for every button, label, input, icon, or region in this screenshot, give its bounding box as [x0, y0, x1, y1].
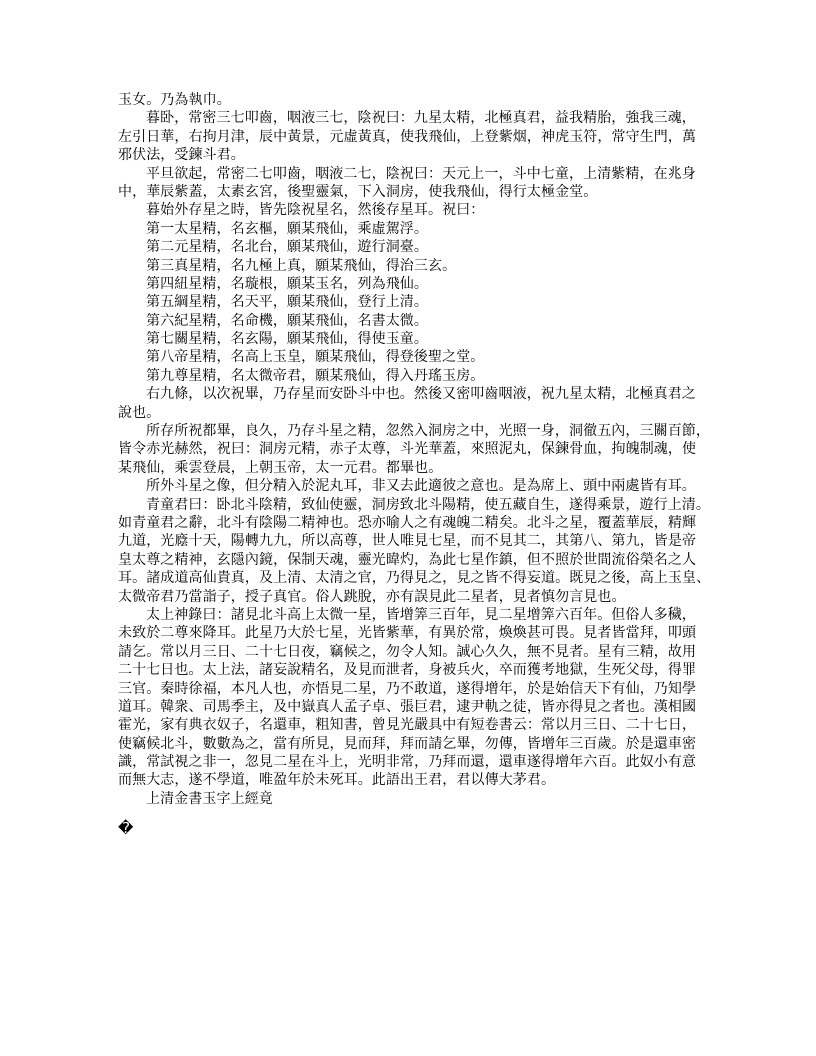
text-line: 未致於二尊來降耳。此星乃大於七星，光皆紫華，有異於常，煥煥甚可畏。見者皆當拜，叩頭: [118, 626, 697, 642]
text-line: 使竊候北斗，數數為之，當有所見，見而拜，拜而請乞畢，勿傳，皆增年三百歲。於是還車密: [118, 736, 697, 752]
text-line: 第三真星精，名九極上真，願某飛仙，得治三玄。: [146, 258, 457, 274]
text-line: 暮始外存星之時，皆先陰祝星名，然後存星耳。祝曰：: [146, 203, 485, 219]
text-line: 左引日華，右拘月津，辰中黃景，元虛黃真，使我飛仙，上登紫烟，神虎玉符，常守生門，萬: [118, 129, 697, 145]
text-line: 所存所祝都畢，良久，乃存斗星之精，忽然入洞房之中，光照一身，洞徹五內，三關百節，: [146, 424, 710, 440]
text-line: 所外斗星之像，但分精入於泥丸耳，非又去此適彼之意也。是為席上、頭中兩處皆有耳。: [146, 479, 696, 495]
text-line: 第八帝星精，名高上玉皇，願某飛仙，得登後聖之堂。: [146, 350, 485, 366]
text-line: 九道，光廕十天，陽轉九九，所以高尊，世人唯見七星，而不見其二，其第八、第九，皆是帝: [118, 534, 697, 550]
text-line: 太上神錄曰：諸見北斗高上太微一星，皆增筭三百年，見二星增筭六百年。但俗人多穢，: [146, 607, 696, 623]
text-line: 玉女。乃為執巾。: [118, 93, 231, 108]
text-line: 二十七日也。太上法，諸妄說精名，及見而泄者，身被兵火，卒而獲考地獄，生死父母，得罪: [118, 663, 697, 679]
replacement-character-glyph: �: [118, 819, 134, 837]
text-line: 中，華辰紫蓋，太素玄宮，後聖靈氣，下入洞房，使我飛仙，得行太極金堂。: [118, 184, 598, 200]
text-line: 皇太尊之精神，玄隱內鏡，保制天魂，靈光暐灼，為此七星作鎮，但不照於世間流俗榮名之人: [118, 552, 697, 568]
text-line: 說也。: [118, 405, 161, 421]
text-line: 第四紐星精，名璇根，願某玉名，列為飛仙。: [146, 276, 428, 292]
text-line: 第五綱星精，名天平，願某飛仙，登行上清。: [146, 295, 428, 311]
text-line: 暮卧，常密三七叩齒，咽液三七，陰祝曰：九星太精，北極真君，益我精胎，強我三魂，: [146, 111, 696, 127]
text-line: 青童君曰：卧北斗陰精，致仙使靈，洞房致北斗陽精，使五藏自生，遂得乘景，遊行上清。: [146, 497, 710, 513]
text-line: 而無大志，遂不學道，唯盈年於未死耳。此語出王君，君以傳大茅君。: [118, 773, 556, 789]
text-line: 霍光，家有典衣奴子，名還車，粗知書，曾見光嚴具中有短卷書云：常以月三日、二十七日，: [118, 718, 697, 734]
text-line: 上清金書玉字上經竟: [146, 791, 273, 807]
text-line: 第一太星精，名玄樞，願某飛仙，乘虛駕浮。: [146, 221, 428, 237]
text-line: 如青童君之辭，北斗有陰陽二精神也。恐亦喻人之有魂魄二精矣。北斗之星，覆蓋華辰，精輝: [118, 515, 697, 531]
text-line: 平旦欲起，常密二七叩齒，咽液二七，陰祝曰：天元上一，斗中七童，上清紫精，在兆身: [146, 166, 696, 182]
text-line: 三官。秦時徐福，本凡人也，亦悟見二星，乃不敢道，遂得增年，於是始信天下有仙，乃知學: [118, 681, 697, 697]
text-line: 識，常試視之非一，忽見二星在斗上，光明非常，乃拜而還，還車遂得增年六百。此奴小有意: [118, 755, 697, 771]
text-line: 第二元星精，名北台，願某飛仙，遊行洞臺。: [146, 240, 428, 256]
text-line: 某飛仙，乘雲登晨，上朝玉帝，太一元君。都畢也。: [118, 460, 443, 476]
text-line: 第九尊星精，名太微帝君，願某飛仙，得入丹瑤玉房。: [146, 368, 485, 384]
text-line: 道耳。韓衆、司馬季主，及中嶽真人孟子卓、張巨君，逮尹軌之徒，皆亦得見之者也。漢相國: [118, 699, 697, 715]
text-line: 皆令赤光赫然，祝曰：洞房元精，赤子太尊，斗光華蓋，來照泥丸，保鍊骨血，拘魄制魂，使: [118, 442, 697, 458]
text-line: 耳。諸成道高仙貴真，及上清、太清之官，乃得見之，見之皆不得妄道。既見之後，高上玉皇、: [118, 571, 711, 587]
text-line: 太微帝君乃當詣子，授子真官。俗人跳脫，亦有誤見此二星者，見者慎勿言見也。: [118, 589, 626, 605]
text-line: 第六紀星精，名命機，願某飛仙，名書太微。: [146, 313, 428, 329]
text-line: 請乞。常以月三日、二十七日夜，竊候之，勿令人知。誠心久久，無不見者。星有三精，故用: [118, 644, 697, 660]
text-line: 第七關星精，名玄陽，願某飛仙，得使玉童。: [146, 332, 428, 348]
text-line: 右九條，以次祝畢，乃存星而安卧斗中也。然後又密叩齒咽液，祝九星太精，北極真君之: [146, 387, 696, 403]
text-line: 邪伏法，受鍊斗君。: [118, 148, 245, 164]
scripture-text-block: [118, 92, 711, 809]
